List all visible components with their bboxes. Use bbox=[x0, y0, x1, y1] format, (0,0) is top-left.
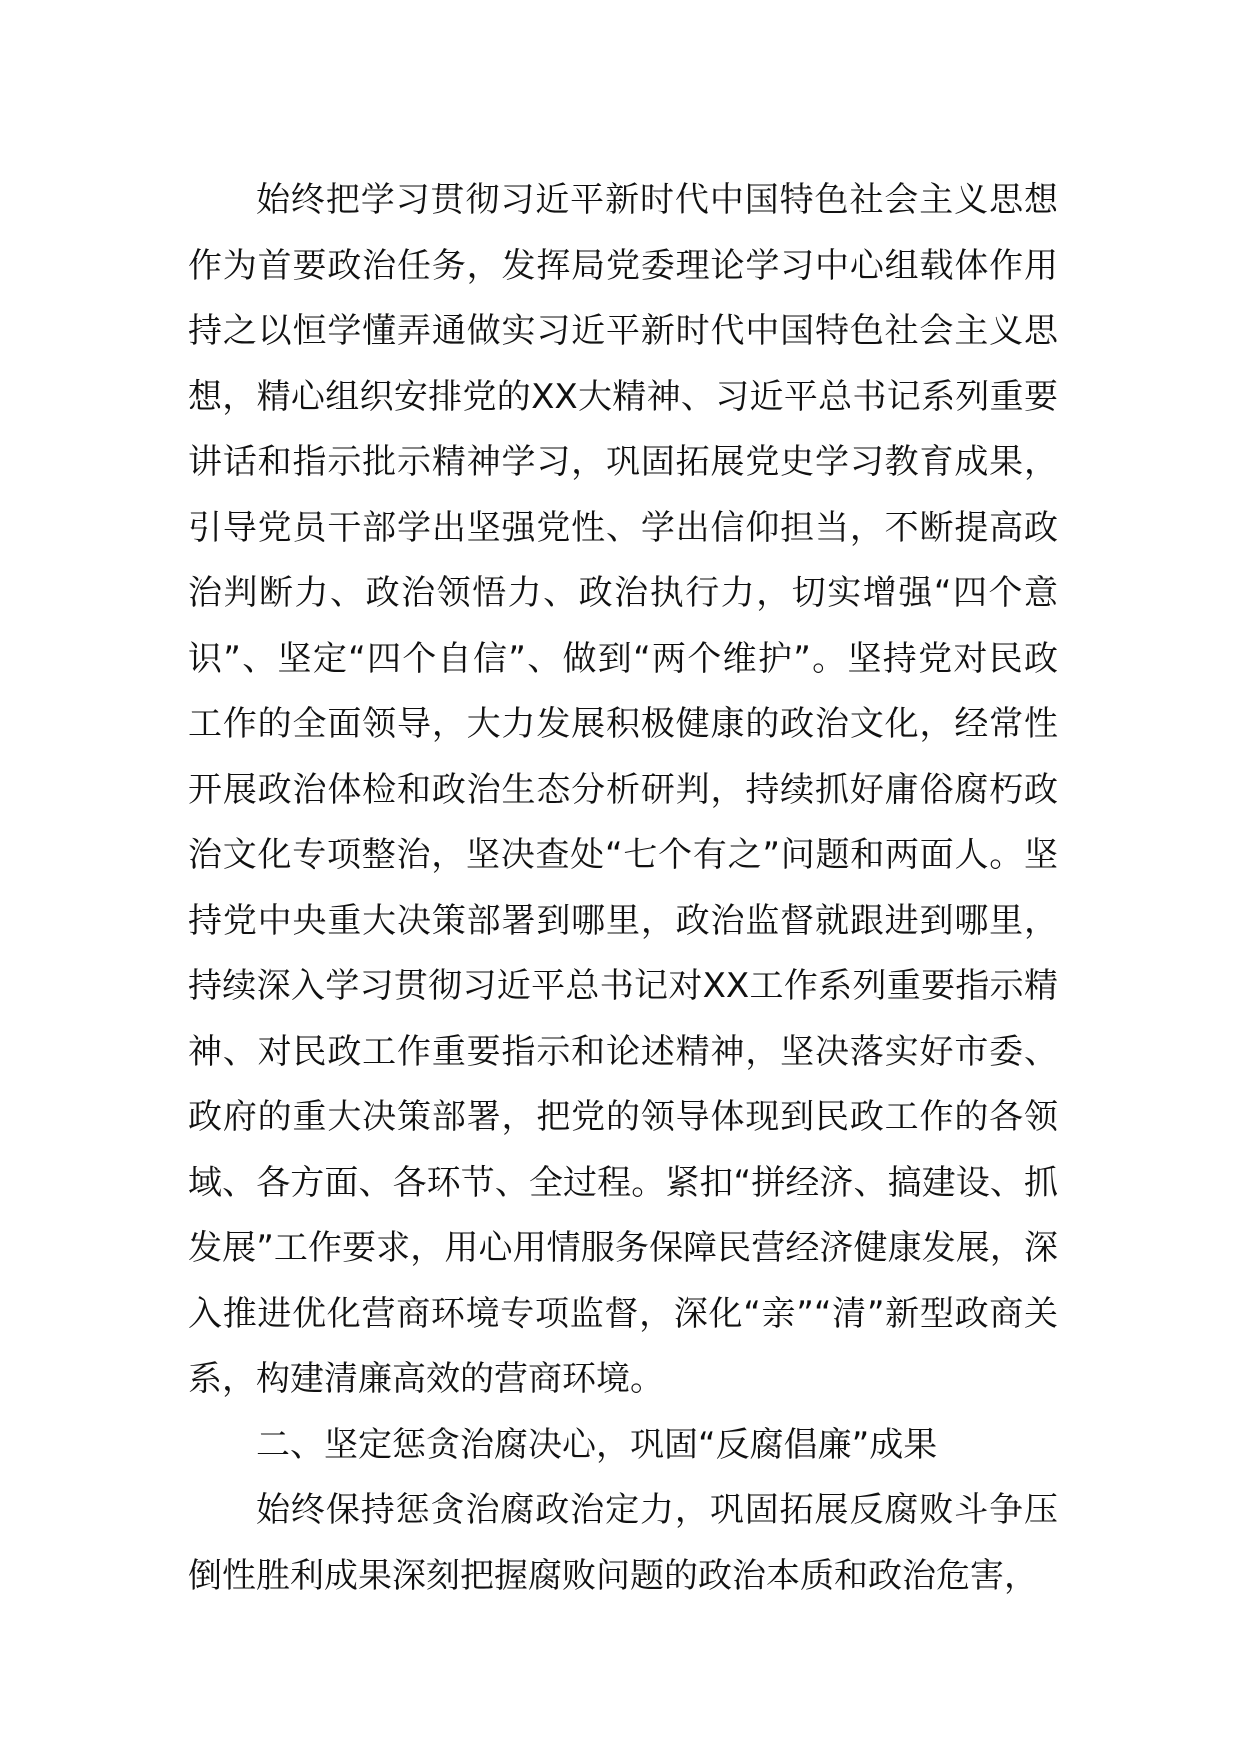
section-heading: 二、坚定惩贪治腐决心，巩固“反腐倡廉”成果 bbox=[256, 1424, 938, 1465]
body-paragraph: 始终把学习贯彻习近平新时代中国特色社会主义思想作为首要政治任务，发挥局党委理论学习中心组载体作用持之以恒学懂弄通做实习近平新时代中国特色社会主义思想，精心组织安排党的XX大精神、习近平总书记系列重要讲话和指示批示精神学习，巩固拓展党史学习教育成果，引导党员干部学出坚强党性、学出信仰担当，不断提高政治判断力、政治领悟力、政治执行力，切实增强“四个意识”、坚定“四个自信”、做到“两个维护”。坚持党对民政工作的全面领导，大力发展积极健康的政治文化，经常性开展政治体检和政治生态分析研判，持续抓好庸俗腐朽政治文化专项整治，坚决查处“七个有之”问题和两面人。坚持党中央重大决策部署到哪里，政治监督就跟进到哪里，持续深入学习贯彻习近平总书记对XX工作系列重要指示精神、对民政工作重要指示和论述精神，坚决落实好市委、政府的重大决策部署，把党的领导体现到民政工作的各领域、各方面、各环节、全过程。紧扣“拼经济、搞建设、抓发展”工作要求，用心用情服务保障民营经济健康发展，深入推进优化营商环境专项监督，深化“亲”“清”新型政商关系，构建清廉高效的营商环境。 bbox=[188, 180, 1058, 1399]
document-body bbox=[188, 168, 1058, 1609]
body-paragraph: 始终保持惩贪治腐政治定力，巩固拓展反腐败斗争压倒性胜利成果深刻把握腐败问题的政治本质和政治危害， bbox=[188, 1490, 1058, 1596]
